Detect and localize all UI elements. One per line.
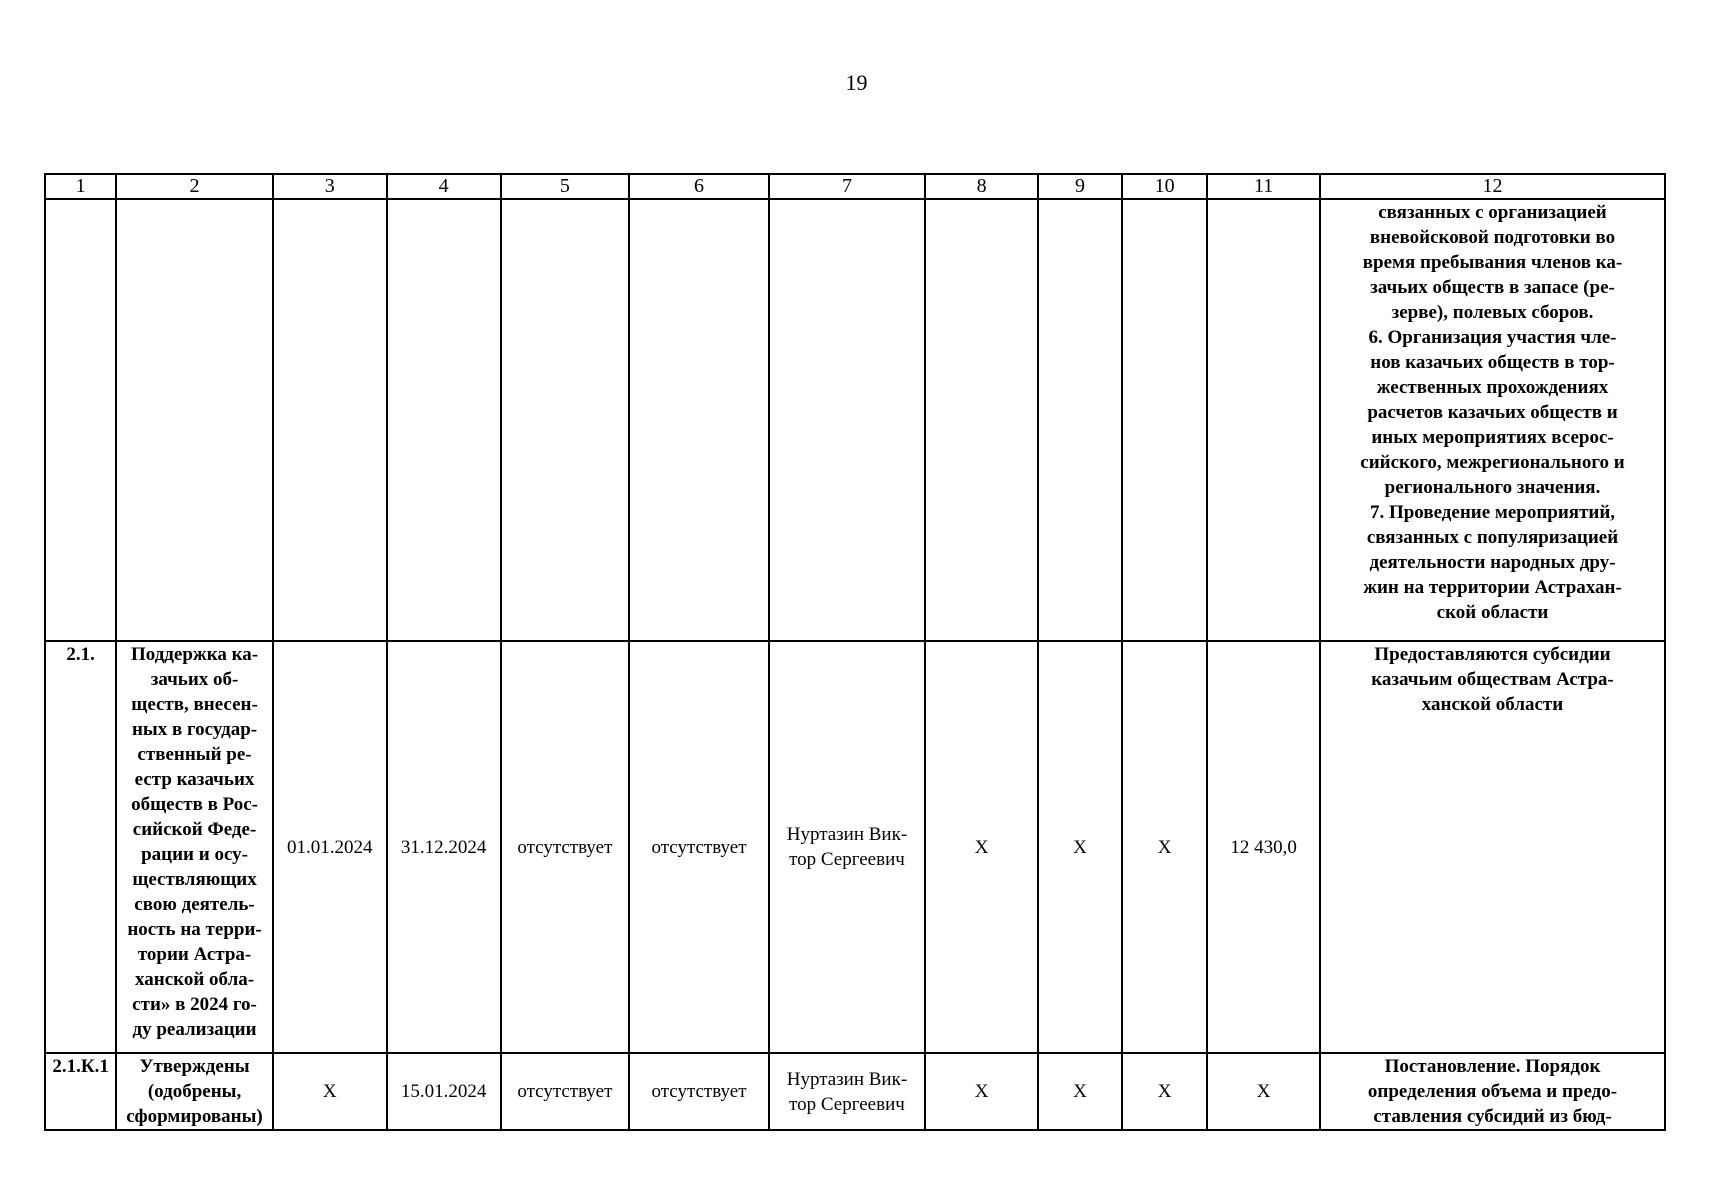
column-number: 11	[1207, 174, 1320, 199]
responsible-person: Нуртазин Вик- тор Сергеевич	[769, 641, 925, 1053]
empty-cell	[501, 199, 630, 641]
x-mark: X	[1038, 641, 1122, 1053]
column-number: 4	[387, 174, 501, 199]
column-number: 7	[769, 174, 925, 199]
value-cell: отсутствует	[501, 641, 630, 1053]
empty-cell	[1207, 199, 1320, 641]
result-description: Предоставляются субсидии казачьим обществам Астра- ханской области	[1320, 641, 1665, 1053]
column-number: 5	[501, 174, 630, 199]
plan-table	[44, 173, 1666, 1131]
end-date: 15.01.2024	[387, 1053, 501, 1130]
empty-cell	[273, 199, 387, 641]
event-name: Поддержка ка- зачьих об- ществ, внесен- ных в государ- ственный ре- естр казачьих обществ в Рос- сийской Феде- рации и осу- ществляющих свою деятель- ность на терри- тории Астра- ханской обла- сти» в 2024 го- ду реализации	[116, 641, 272, 1053]
x-mark: X	[1038, 1053, 1122, 1130]
column-number: 12	[1320, 174, 1665, 199]
empty-cell	[629, 199, 768, 641]
page-number: 19	[845, 70, 868, 95]
empty-cell	[116, 199, 272, 641]
column-number: 1	[45, 174, 116, 199]
column-number: 3	[273, 174, 387, 199]
column-number: 8	[925, 174, 1038, 199]
x-mark: X	[925, 1053, 1038, 1130]
empty-cell	[1038, 199, 1122, 641]
value-cell: отсутствует	[629, 641, 768, 1053]
column-number-row	[45, 174, 1665, 199]
row-number: 2.1.К.1	[45, 1053, 116, 1130]
column-number: 2	[116, 174, 272, 199]
event-name: Утверждены (одобрены, сформированы)	[116, 1053, 272, 1130]
result-description: Постановление. Порядок определения объема и предо- ставления субсидий из бюд-	[1320, 1053, 1665, 1130]
table-row-continuation	[45, 199, 1665, 641]
column-number: 6	[629, 174, 768, 199]
table-row-2-1-k1	[45, 1053, 1665, 1130]
column-number: 9	[1038, 174, 1122, 199]
amount-cell: 12 430,0	[1207, 641, 1320, 1053]
x-mark: X	[1122, 641, 1207, 1053]
column-number: 10	[1122, 174, 1207, 199]
value-cell: отсутствует	[629, 1053, 768, 1130]
x-mark: X	[925, 641, 1038, 1053]
start-date: 01.01.2024	[273, 641, 387, 1053]
empty-cell	[45, 199, 116, 641]
empty-cell	[387, 199, 501, 641]
end-date: 31.12.2024	[387, 641, 501, 1053]
x-mark: X	[1207, 1053, 1320, 1130]
row-number: 2.1.	[45, 641, 116, 1053]
empty-cell	[925, 199, 1038, 641]
empty-cell	[769, 199, 925, 641]
result-description: связанных с организацией вневойсковой подготовки во время пребывания членов ка- зачьих обществ в запасе (ре- зерве), полевых сборов. 6. Организация участия чле- нов казачьих обществ в тор- жественных прохождениях расчетов казачьих обществ и иных мероприятиях всерос- сийского, межрегионального и регионального значения. 7. Проведение мероприятий, связанных с популяризацией деятельности народных дру- жин на территории Астрахан- ской области	[1320, 199, 1665, 641]
responsible-person: Нуртазин Вик- тор Сергеевич	[769, 1053, 925, 1130]
empty-cell	[1122, 199, 1207, 641]
value-cell: отсутствует	[501, 1053, 630, 1130]
table-row-2-1	[45, 641, 1665, 1053]
x-mark: X	[1122, 1053, 1207, 1130]
x-mark: X	[273, 1053, 387, 1130]
